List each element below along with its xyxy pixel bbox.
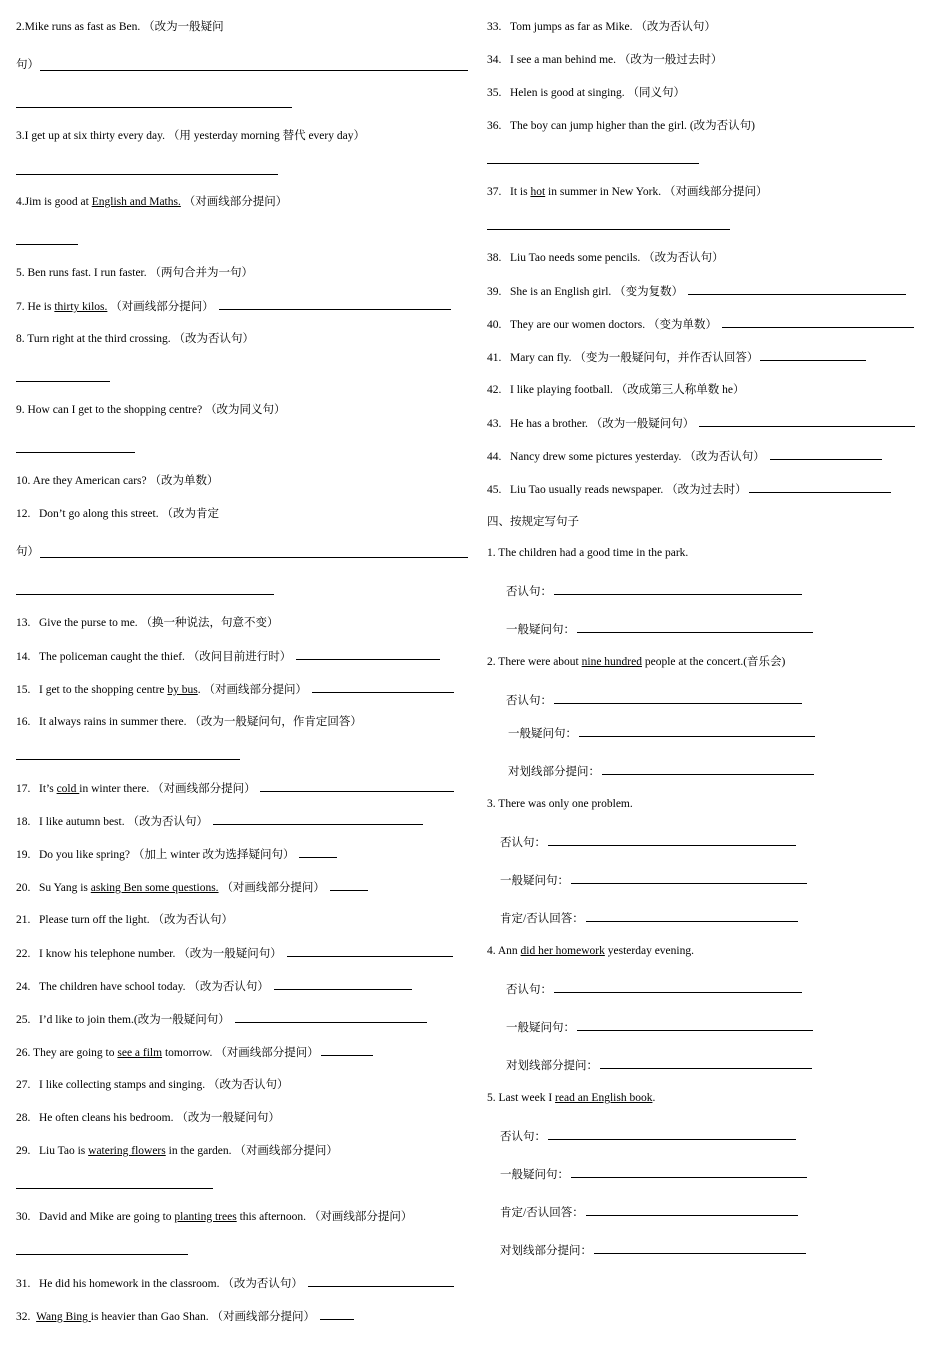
question-45: 45. Liu Tao usually reads newspaper. （改为过去时） [487,482,891,497]
answer-blank[interactable] [749,482,891,493]
section-title: 四、按规定写句子 [487,516,579,528]
question-27: 27. I like collecting stamps and singing. （改为否认句） [16,1079,289,1091]
question-25: 25. I’d like to join them.(改为一般疑问句） [16,1012,427,1027]
negative-sentence-prompt: 否认句： [506,584,802,599]
section-item-5: 5. Last week I read an English book. [487,1092,656,1104]
answer-blank[interactable] [600,1058,812,1069]
question-21: 21. Please turn off the light. （改为否认句） [16,914,233,926]
answer-blank[interactable] [321,1045,373,1056]
question-37: 37. It is hot in summer in New York. （对画线部分提问） [487,186,768,198]
short-answer-prompt: 肯定/否认回答： [500,1205,798,1220]
answer-blank[interactable] [330,880,368,891]
section-item-2: 2. There were about nine hundred people at the concert.(音乐会) [487,656,786,668]
question-16: 16. It always rains in summer there. （改为一般疑问句，作肯定回答） [16,716,362,728]
answer-blank[interactable] [213,814,423,825]
answer-line[interactable] [487,229,730,230]
question-40: 40. They are our women doctors. （变为单数） [487,317,914,332]
answer-blank[interactable] [586,911,798,922]
answer-line[interactable] [16,594,274,595]
negative-sentence-prompt: 否认句： [500,835,796,850]
answer-blank[interactable] [308,1276,454,1287]
answer-blank[interactable] [554,982,802,993]
answer-blank[interactable] [548,1129,796,1140]
question-22: 22. I know his telephone number. （改为一般疑问句） [16,946,453,961]
question-5: 5. Ben runs fast. I run faster. （两句合并为一句） [16,267,253,279]
question-13: 13. Give the purse to me. （换一种说法，句意不变） [16,617,279,629]
question-17: 17. It’s cold in winter there. （对画线部分提问） [16,781,454,796]
question-33: 33. Tom jumps as far as Mike. （改为否认句） [487,21,716,33]
question-31: 31. He did his homework in the classroom. （改为否认句） [16,1276,454,1291]
answer-blank[interactable] [760,350,866,361]
question-38: 38. Liu Tao needs some pencils. （改为否认句） [487,252,724,264]
section-item-3: 3. There was only one problem. [487,798,633,810]
negative-sentence-prompt: 否认句： [500,1129,796,1144]
answer-blank[interactable] [274,979,412,990]
answer-blank[interactable] [219,299,451,310]
question-2: 2.Mike runs as fast as Ben. （改为一般疑问 [16,21,224,33]
answer-line[interactable] [16,174,278,175]
question-12: 12. Don’t go along this street. （改为肯定 [16,508,219,520]
answer-blank[interactable] [722,317,914,328]
answer-blank[interactable] [577,1020,813,1031]
answer-blank[interactable] [571,1167,807,1178]
answer-blank[interactable] [571,873,807,884]
question-26: 26. They are going to see a film tomorrow. （对画线部分提问） [16,1045,373,1060]
question-14: 14. The policeman caught the thief. （改问目前进行时） [16,649,440,664]
question-42: 42. I like playing football. （改成第三人称单数 he） [487,384,745,396]
answer-blank[interactable] [260,781,454,792]
answer-line[interactable] [16,1188,213,1189]
answer-blank[interactable] [554,584,802,595]
answer-blank[interactable] [770,449,882,460]
answer-line[interactable] [16,381,110,382]
underlined-part-question-prompt: 对划线部分提问： [500,1243,806,1258]
answer-blank[interactable] [235,1012,427,1023]
question-10: 10. Are they American cars? （改为单数） [16,475,219,487]
question-15: 15. I get to the shopping centre by bus. （对画线部分提问） [16,682,454,697]
short-answer-prompt: 肯定/否认回答： [500,911,798,926]
question-12-continued: 句） [16,546,39,558]
answer-blank[interactable] [602,764,814,775]
answer-line[interactable] [16,452,135,453]
question-34: 34. I see a man behind me. （改为一般过去时） [487,54,723,66]
question-41: 41. Mary can fly. （变为一般疑问句，并作否认回答） [487,350,866,365]
general-question-prompt: 一般疑问句： [508,726,815,741]
answer-blank[interactable] [320,1309,354,1320]
question-8: 8. Turn right at the third crossing. （改为否认句） [16,333,254,345]
answer-blank[interactable] [548,835,796,846]
question-36: 36. The boy can jump higher than the girl. (改为否认句) [487,120,755,132]
question-7: 7. He is thirty kilos. （对画线部分提问） [16,299,451,314]
answer-blank[interactable] [577,622,813,633]
answer-blank[interactable] [579,726,815,737]
answer-blank[interactable] [312,682,454,693]
question-24: 24. The children have school today. （改为否认句） [16,979,412,994]
section-item-4: 4. Ann did her homework yesterday evening. [487,945,694,957]
negative-sentence-prompt: 否认句： [506,693,802,708]
answer-blank[interactable] [594,1243,806,1254]
answer-blank[interactable] [287,946,453,957]
answer-line[interactable] [40,70,468,71]
general-question-prompt: 一般疑问句： [500,873,807,888]
answer-line[interactable] [16,244,78,245]
question-20: 20. Su Yang is asking Ben some questions. （对画线部分提问） [16,880,368,895]
answer-line[interactable] [487,163,699,164]
section-item-1: 1. The children had a good time in the park. [487,547,689,559]
underlined-part-question-prompt: 对划线部分提问： [506,1058,812,1073]
question-3: 3.I get up at six thirty every day. （用 yesterday morning 替代 every day） [16,130,365,142]
question-9: 9. How can I get to the shopping centre? （改为同义句） [16,404,286,416]
answer-line[interactable] [40,557,468,558]
underlined-part-question-prompt: 对划线部分提问： [508,764,814,779]
answer-blank[interactable] [586,1205,798,1216]
general-question-prompt: 一般疑问句： [506,1020,813,1035]
answer-blank[interactable] [699,416,915,427]
question-30: 30. David and Mike are going to planting trees this afternoon. （对画线部分提问） [16,1211,413,1223]
answer-line[interactable] [16,1254,188,1255]
question-19: 19. Do you like spring? （加上 winter 改为选择疑问句） [16,847,337,862]
answer-blank[interactable] [296,649,440,660]
question-43: 43. He has a brother. （改为一般疑问句） [487,416,915,431]
question-4: 4.Jim is good at English and Maths. （对画线部分提问） [16,196,288,208]
answer-line[interactable] [16,107,292,108]
question-35: 35. Helen is good at singing. （同义句） [487,87,686,99]
answer-blank[interactable] [299,847,337,858]
answer-blank[interactable] [554,693,802,704]
question-29: 29. Liu Tao is watering flowers in the garden. （对画线部分提问） [16,1145,338,1157]
question-39: 39. She is an English girl. （变为复数） [487,284,906,299]
question-32: 32. Wang Bing is heavier than Gao Shan. （对画线部分提问） [16,1309,354,1324]
answer-line[interactable] [16,759,240,760]
general-question-prompt: 一般疑问句： [500,1167,807,1182]
question-44: 44. Nancy drew some pictures yesterday. （改为否认句） [487,449,882,464]
answer-blank[interactable] [688,284,906,295]
question-18: 18. I like autumn best. （改为否认句） [16,814,423,829]
negative-sentence-prompt: 否认句： [506,982,802,997]
general-question-prompt: 一般疑问句： [506,622,813,637]
question-2-continued: 句） [16,59,39,71]
question-28: 28. He often cleans his bedroom. （改为一般疑问句） [16,1112,280,1124]
